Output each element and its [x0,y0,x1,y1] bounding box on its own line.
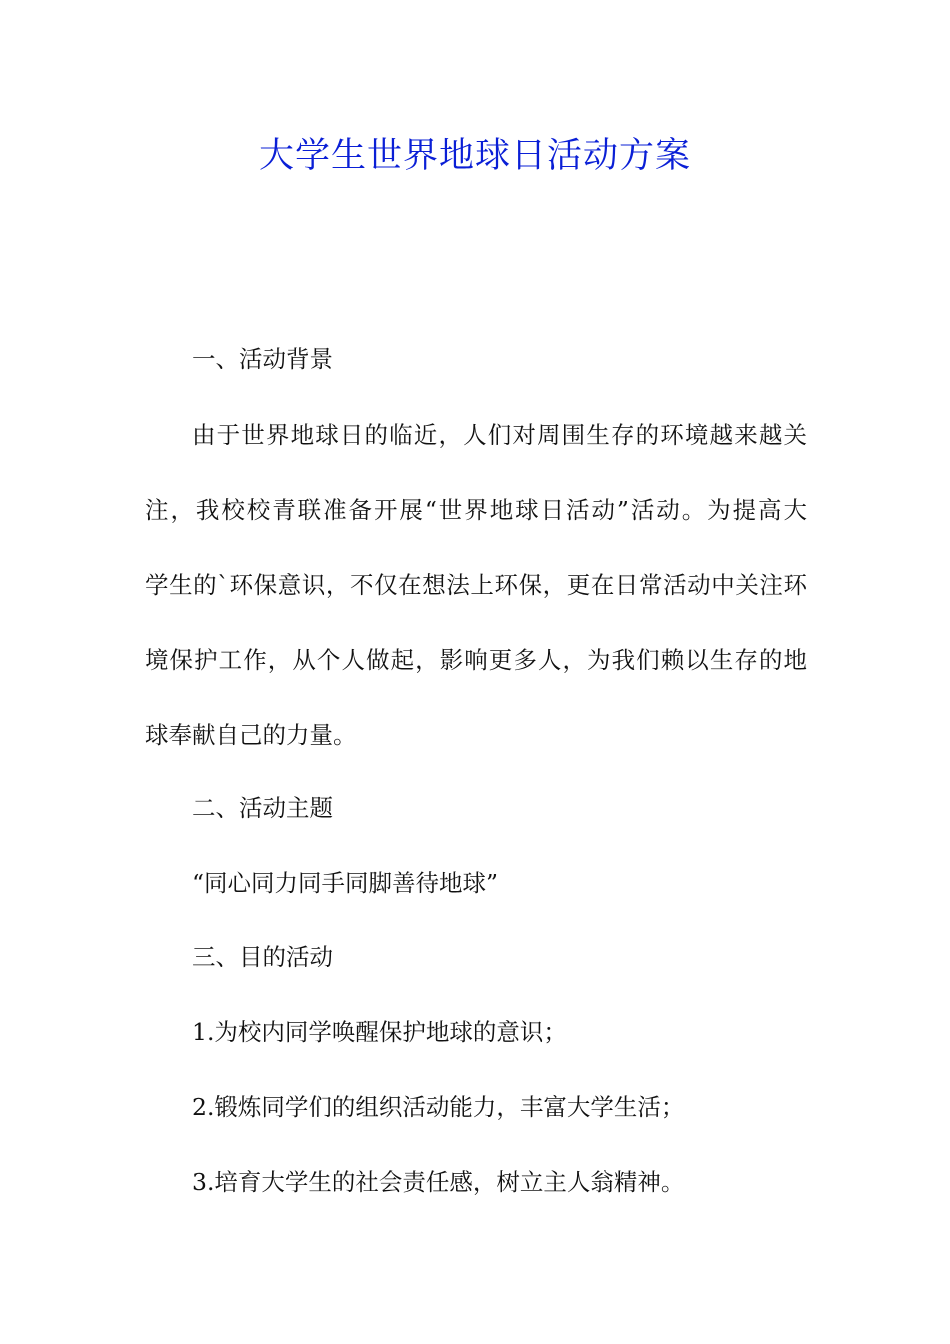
section-heading-theme: 二、活动主题 [192,794,333,822]
section-heading-background: 一、活动背景 [192,345,333,373]
purpose-item: 2.锻炼同学们的组织活动能力，丰富大学生活； [192,1093,685,1121]
section-heading-purpose: 三、目的活动 [192,943,333,971]
paragraph-line: 注，我校校青联准备开展“世界地球日活动”活动。为提高大 [145,496,807,524]
paragraph-line: 境保护工作，从个人做起，影响更多人，为我们赖以生存的地 [145,646,807,674]
document-title: 大学生世界地球日活动方案 [258,136,691,176]
paragraph-line: 学生的`环保意识，不仅在想法上环保，更在日常活动中关注环 [145,571,807,599]
purpose-item: 1.为校内同学唤醒保护地球的意识； [192,1018,567,1046]
purpose-item: 3.培育大学生的社会责任感，树立主人翁精神。 [192,1168,685,1196]
paragraph-line: 球奉献自己的力量。 [145,721,357,749]
theme-slogan: “同心同力同手同脚善待地球” [192,869,499,897]
paragraph-line: 由于世界地球日的临近，人们对周围生存的环境越来越关 [192,421,807,449]
